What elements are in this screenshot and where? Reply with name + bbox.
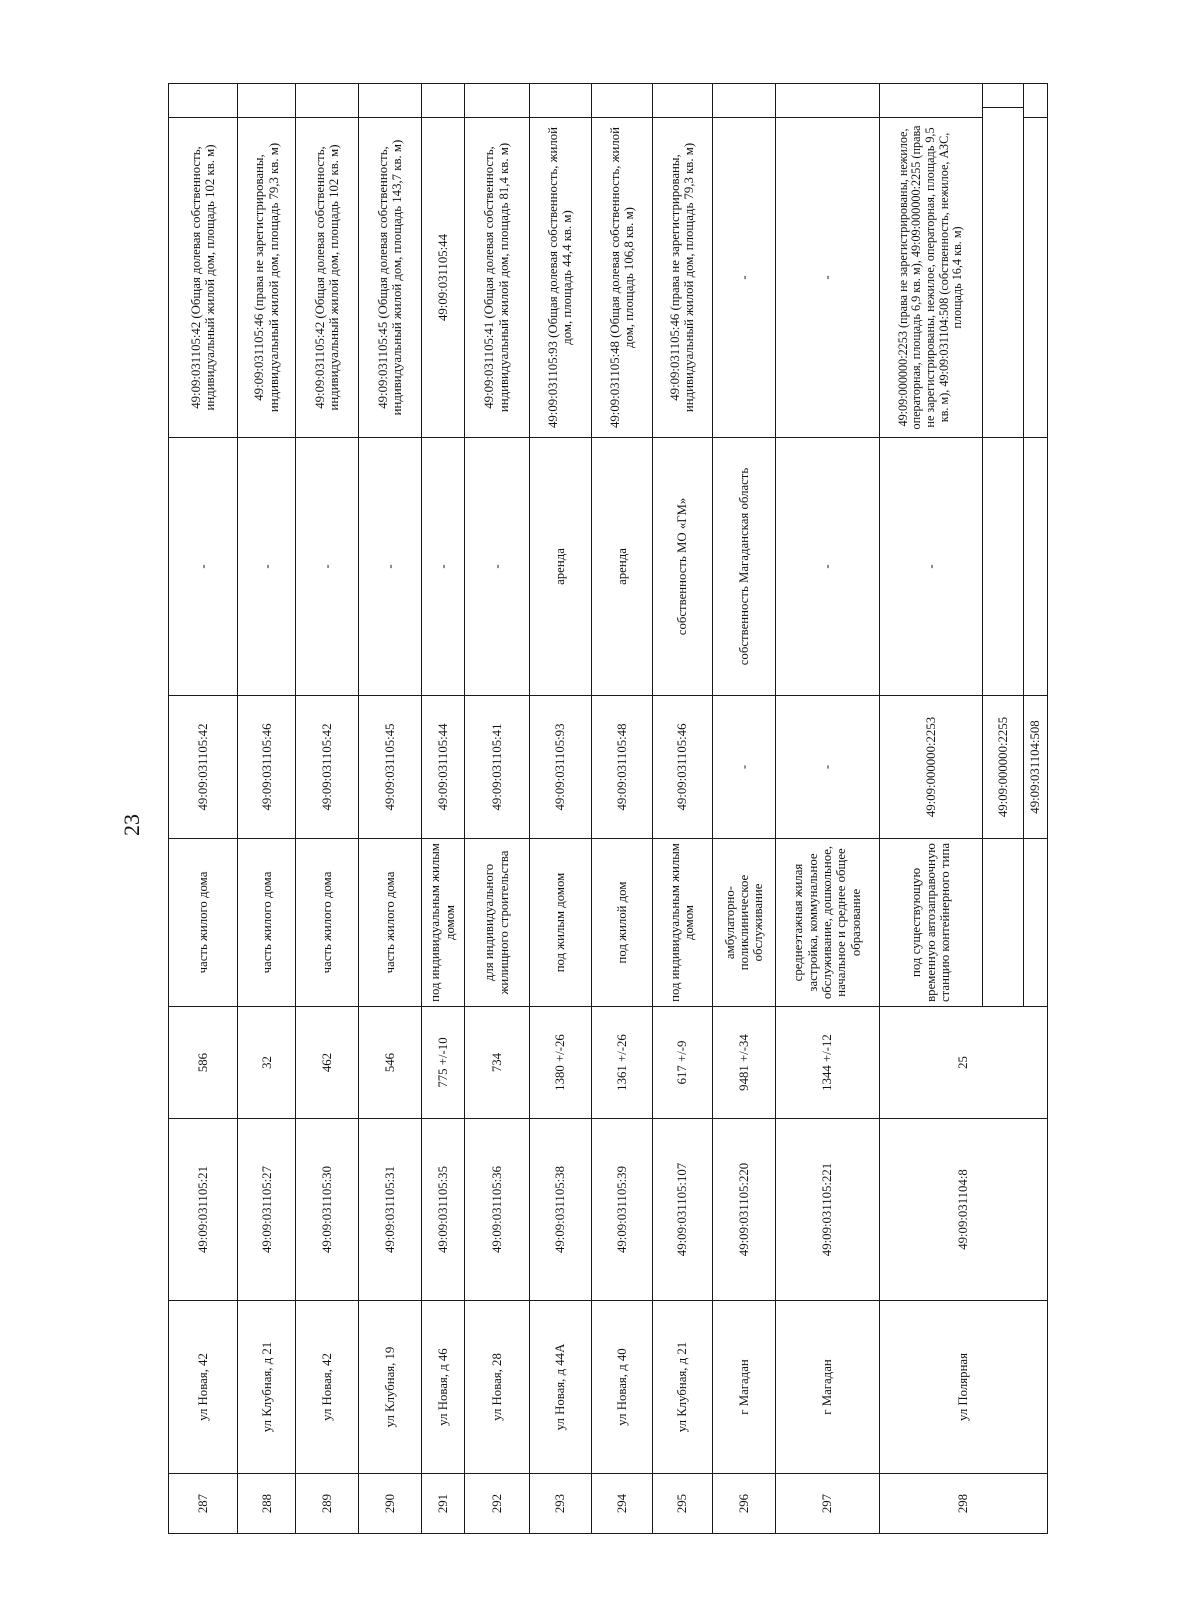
- cadastral-number-cell: 49:09:031105:38: [529, 1119, 592, 1301]
- objects-info-cell: 49:09:031105:46 (права не зарегистрированы, индивидуальный жилой дом, площадь 79,3 кв. м): [238, 118, 296, 438]
- building-cadastral-cell: -: [775, 696, 879, 839]
- building-cadastral-cell: 49:09:031105:46: [238, 696, 296, 839]
- area-cell: 1361 +/-26: [592, 1007, 652, 1119]
- row-number: 298: [879, 1474, 1047, 1534]
- table-row: [652, 84, 712, 1534]
- permitted-use-cell: под существующую временную автозаправочную станцию контейнерного типа: [879, 839, 983, 1007]
- cadastral-number-cell: 49:09:031105:31: [359, 1119, 422, 1301]
- empty-cell: [1024, 118, 1048, 438]
- right-type-cell: аренда: [592, 438, 652, 696]
- objects-info-cell: 49:09:031105:93 (Общая долевая собственность, жилой дом, площадь 44,4 кв. м): [529, 118, 592, 438]
- permitted-use-cell: среднеэтажная жилая застройка, коммунальное обслуживание, дошкольное, начальное и среднее общее образование: [775, 839, 879, 1007]
- area-cell: 32: [238, 1007, 296, 1119]
- empty-cell: [169, 84, 238, 118]
- empty-cell: [1024, 839, 1048, 1007]
- cadastral-number-cell: 49:09:031105:27: [238, 1119, 296, 1301]
- address-cell: ул Новая, 28: [464, 1301, 529, 1474]
- cadastral-number-cell: 49:09:031105:221: [775, 1119, 879, 1301]
- building-cadastral-cell: 49:09:031105:41: [464, 696, 529, 839]
- building-cadastral-cell: 49:09:031105:44: [421, 696, 464, 839]
- area-cell: 734: [464, 1007, 529, 1119]
- right-type-cell: -: [879, 438, 983, 696]
- table-row: [238, 84, 296, 1534]
- building-cadastral-cell: 49:09:000000:2255: [983, 696, 1024, 839]
- row-number: 293: [529, 1474, 592, 1534]
- table-row: [879, 84, 983, 1534]
- table-row: [421, 84, 464, 1534]
- row-number: 294: [592, 1474, 652, 1534]
- permitted-use-cell: амбулаторно-поликлиническое обслуживание: [713, 839, 776, 1007]
- area-cell: 546: [359, 1007, 422, 1119]
- address-cell: ул Новая, д 44А: [529, 1301, 592, 1474]
- table-row: [359, 84, 422, 1534]
- land-registry-table: [168, 83, 1048, 1534]
- right-type-cell: -: [775, 438, 879, 696]
- permitted-use-cell: часть жилого дома: [359, 839, 422, 1007]
- empty-cell: [1024, 84, 1048, 118]
- empty-cell: [529, 84, 592, 118]
- address-cell: г Магадан: [713, 1301, 776, 1474]
- table-row: [713, 84, 776, 1534]
- objects-info-cell: 49:09:031105:42 (Общая долевая собственность, индивидуальный жилой дом, площадь 102 кв. м): [296, 118, 359, 438]
- building-cadastral-cell: 49:09:031105:48: [592, 696, 652, 839]
- building-cadastral-cell: 49:09:031105:46: [652, 696, 712, 839]
- cadastral-number-cell: 49:09:031105:220: [713, 1119, 776, 1301]
- empty-cell: [983, 839, 1024, 1007]
- objects-info-cell: -: [775, 118, 879, 438]
- empty-cell: [464, 84, 529, 118]
- permitted-use-cell: под жилой дом: [592, 839, 652, 1007]
- row-number: 295: [652, 1474, 712, 1534]
- empty-cell: [713, 84, 776, 118]
- right-type-cell: аренда: [529, 438, 592, 696]
- objects-info-cell: 49:09:031105:44: [421, 118, 464, 438]
- address-cell: ул Клубная, д 21: [238, 1301, 296, 1474]
- objects-info-cell: 49:09:031105:46 (права не зарегистрированы, индивидуальный жилой дом, площадь 79,3 кв. м): [652, 118, 712, 438]
- empty-cell: [592, 84, 652, 118]
- empty-cell: [983, 438, 1024, 696]
- area-cell: 775 +/-10: [421, 1007, 464, 1119]
- table-row: [464, 84, 529, 1534]
- right-type-cell: -: [296, 438, 359, 696]
- address-cell: г Магадан: [775, 1301, 879, 1474]
- area-cell: 9481 +/-34: [713, 1007, 776, 1119]
- row-number: 289: [296, 1474, 359, 1534]
- table-row: [296, 84, 359, 1534]
- cadastral-number-cell: 49:09:031105:30: [296, 1119, 359, 1301]
- building-cadastral-cell: 49:09:031104:508: [1024, 696, 1048, 839]
- empty-cell: [296, 84, 359, 118]
- permitted-use-cell: для индивидуального жилищного строительства: [464, 839, 529, 1007]
- permitted-use-cell: под жилым домом: [529, 839, 592, 1007]
- address-cell: ул Клубная, 19: [359, 1301, 422, 1474]
- page-number: 23: [119, 814, 144, 836]
- cadastral-number-cell: 49:09:031105:21: [169, 1119, 238, 1301]
- permitted-use-cell: часть жилого дома: [169, 839, 238, 1007]
- address-cell: ул Клубная, д 21: [652, 1301, 712, 1474]
- right-type-cell: -: [359, 438, 422, 696]
- right-type-cell: -: [421, 438, 464, 696]
- right-type-cell: собственность МО «ГМ»: [652, 438, 712, 696]
- area-cell: 1380 +/-26: [529, 1007, 592, 1119]
- building-cadastral-cell: 49:09:031105:45: [359, 696, 422, 839]
- area-cell: 586: [169, 1007, 238, 1119]
- rotated-table-wrapper: [168, 84, 1048, 1534]
- area-cell: 617 +/-9: [652, 1007, 712, 1119]
- empty-cell: [983, 84, 1024, 108]
- address-cell: ул Новая, 42: [296, 1301, 359, 1474]
- address-cell: ул Новая, д 40: [592, 1301, 652, 1474]
- cadastral-number-cell: 49:09:031105:107: [652, 1119, 712, 1301]
- objects-info-cell: 49:09:031105:41 (Общая долевая собственность, индивидуальный жилой дом, площадь 81,4 кв. м): [464, 118, 529, 438]
- address-cell: ул Новая, 42: [169, 1301, 238, 1474]
- objects-info-cell: -: [713, 118, 776, 438]
- table-row: [775, 84, 879, 1534]
- right-type-cell: собственность Магаданская область: [713, 438, 776, 696]
- row-number: 290: [359, 1474, 422, 1534]
- table-row: [592, 84, 652, 1534]
- area-cell: 462: [296, 1007, 359, 1119]
- area-cell: 25: [879, 1007, 1047, 1119]
- permitted-use-cell: часть жилого дома: [296, 839, 359, 1007]
- row-number: 287: [169, 1474, 238, 1534]
- table-row: [169, 84, 238, 1534]
- row-number: 288: [238, 1474, 296, 1534]
- right-type-cell: -: [464, 438, 529, 696]
- objects-info-cell: 49:09:031105:45 (Общая долевая собственность, индивидуальный жилой дом, площадь 143,7 кв. м): [359, 118, 422, 438]
- building-cadastral-cell: -: [713, 696, 776, 839]
- building-cadastral-cell: 49:09:031105:42: [296, 696, 359, 839]
- empty-cell: [359, 84, 422, 118]
- cadastral-number-cell: 49:09:031105:36: [464, 1119, 529, 1301]
- empty-cell: [1024, 438, 1048, 696]
- permitted-use-cell: часть жилого дома: [238, 839, 296, 1007]
- permitted-use-cell: под индивидуальным жилым домом: [652, 839, 712, 1007]
- row-number: 292: [464, 1474, 529, 1534]
- row-number: 291: [421, 1474, 464, 1534]
- building-cadastral-cell: 49:09:031105:93: [529, 696, 592, 839]
- address-cell: ул Полярная: [879, 1301, 1047, 1474]
- cadastral-number-cell: 49:09:031104:8: [879, 1119, 1047, 1301]
- empty-cell: [652, 84, 712, 118]
- empty-cell: [879, 84, 983, 118]
- building-cadastral-cell: 49:09:000000:2253: [879, 696, 983, 839]
- cadastral-number-cell: 49:09:031105:35: [421, 1119, 464, 1301]
- empty-cell: [775, 84, 879, 118]
- right-type-cell: -: [169, 438, 238, 696]
- address-cell: ул Новая, д 46: [421, 1301, 464, 1474]
- right-type-cell: -: [238, 438, 296, 696]
- empty-cell: [238, 84, 296, 118]
- building-cadastral-cell: 49:09:031105:42: [169, 696, 238, 839]
- row-number: 296: [713, 1474, 776, 1534]
- cadastral-number-cell: 49:09:031105:39: [592, 1119, 652, 1301]
- objects-info-cell: 49:09:031105:42 (Общая долевая собственность, индивидуальный жилой дом, площадь 102 кв. м): [169, 118, 238, 438]
- objects-info-cell: 49:09:031105:48 (Общая долевая собственность, жилой дом, площадь 106,8 кв. м): [592, 118, 652, 438]
- row-number: 297: [775, 1474, 879, 1534]
- empty-cell: [983, 108, 1024, 438]
- objects-info-cell: 49:09:000000:2253 (права не зарегистрированы, нежилое, операторная, площадь 6,9 кв. м), 49:09:000000:2255 (права не зарегистрированы, нежилое, операторная, площадь 9,5 кв. м), 49:09:031104:508 (собственность, нежилое, АЗС, площадь 16,4 кв. м): [879, 118, 983, 438]
- permitted-use-cell: под индивидуальным жилым домом: [421, 839, 464, 1007]
- area-cell: 1344 +/-12: [775, 1007, 879, 1119]
- table-row: [529, 84, 592, 1534]
- empty-cell: [421, 84, 464, 118]
